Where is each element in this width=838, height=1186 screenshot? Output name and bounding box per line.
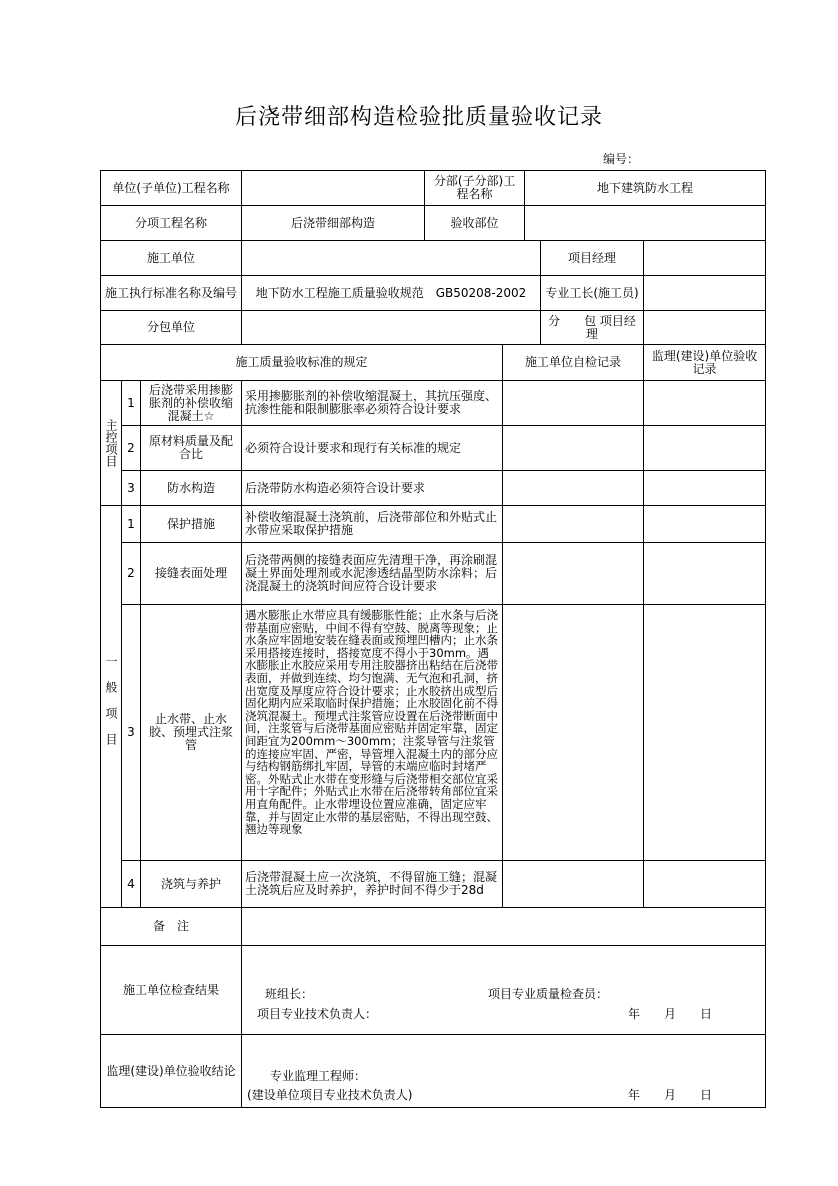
item-spec: 采用掺膨胀剂的补偿收缩混凝土，其抗压强度、抗渗性能和限制膨胀率必须符合设计要求 (242, 381, 503, 426)
remarks-value[interactable] (242, 908, 766, 946)
inspection-table (100, 170, 766, 1108)
contractor-value[interactable] (242, 241, 541, 276)
contractor-label: 施工单位 (101, 241, 242, 276)
item-name: 保护措施 (141, 506, 242, 543)
standard-label: 施工执行标准名称及编号 (101, 276, 242, 311)
supervision-cell[interactable] (644, 506, 766, 543)
self-check-cell[interactable] (503, 605, 644, 861)
self-check-cell[interactable] (503, 543, 644, 605)
division-label: 分部(子分部)工程名称 (425, 171, 525, 206)
self-check-cell[interactable] (503, 471, 644, 506)
supervision-cell[interactable] (644, 381, 766, 426)
unit-value[interactable] (242, 171, 425, 206)
item-spec: 补偿收缩混凝土浇筑前，后浇带部位和外贴式止水带应采取保护措施 (242, 506, 503, 543)
sub-pm-value[interactable] (644, 311, 766, 345)
standard-value[interactable]: 地下防水工程施工质量验收规范 GB50208-2002 (242, 276, 541, 311)
location-label: 验收部位 (425, 206, 525, 241)
supervision-column-header: 监理(建设)单位验收记录 (644, 345, 766, 381)
supervision-cell[interactable] (644, 543, 766, 605)
self-check-cell[interactable] (503, 426, 644, 471)
unit-label: 单位(子单位)工程名称 (101, 171, 242, 206)
table-row (101, 471, 766, 506)
foreman-label: 专业工长(施工员) (541, 276, 644, 311)
spec-column-header: 施工质量验收标准的规定 (101, 345, 503, 381)
supervisor-result-label: 监理(建设)单位验收结论 (101, 1035, 242, 1108)
item-number: 3 (122, 605, 141, 861)
general-group-label: 一般项目 (104, 654, 118, 759)
item-name: 后浇带采用掺膨胀剂的补偿收缩混凝土☆ (141, 381, 242, 426)
sub-pm-label: 分 包 项目经理 (541, 311, 644, 345)
subcontractor-label: 分包单位 (101, 311, 242, 345)
main-group-label: 主控项目 (104, 419, 118, 467)
item-number: 1 (122, 506, 141, 543)
location-value[interactable] (525, 206, 766, 241)
foreman-value[interactable] (644, 276, 766, 311)
table-row (101, 861, 766, 908)
item-name: 止水带、止水胶、预埋式注浆管 (141, 605, 242, 861)
item-name: 原材料质量及配合比 (141, 426, 242, 471)
supervisor-result-area[interactable] (242, 1035, 765, 1107)
remarks-label: 备 注 (101, 908, 242, 946)
item-spec: 遇水膨胀止水带应具有缓膨胀性能；止水条与后浇带基面应密贴，中间不得有空鼓、脱离等现象；止水条应牢固地安装在缝表面或预埋凹槽内；止水条采用搭接连接时，搭接宽度不得小于30mm。遇水膨胀止水胶应采用专用注胶器挤出粘结在后浇带表面，并做到连续、均匀饱满、无气泡和孔洞，挤出宽度及厚度应符合设计要求；止水胶挤出成型后固化期内应采取临时保护措施；止水胶固化前不得浇筑混凝土。预埋式注浆管应设置在后浇带断面中间，注浆管与后浇带基面应密贴并固定牢靠，固定间距宜为200mm～300mm；注浆导管与注浆管的连接应牢固、严密，导管埋入混凝土内的部分应与结构钢筋绑扎牢固，导管的末端应临时封堵严密。外贴式止水带在变形缝与后浇带相交部位宜采用十字配件；外贴式止水带在后浇带转角部位宜采用直角配件。止水带埋设位置应准确，固定应牢靠，并与固定止水带的基层密贴，不得出现空鼓、翘边等现象 (242, 605, 503, 861)
supervision-cell[interactable] (644, 861, 766, 908)
table-row (101, 543, 766, 605)
table-row (101, 426, 766, 471)
subitem-value[interactable]: 后浇带细部构造 (242, 206, 425, 241)
supervisor-date: 年 月 日 (628, 1088, 713, 1102)
division-value[interactable]: 地下建筑防水工程 (525, 171, 766, 206)
item-number: 2 (122, 543, 141, 605)
supervision-cell[interactable] (644, 605, 766, 861)
pm-value[interactable] (644, 241, 766, 276)
self-check-cell[interactable] (503, 861, 644, 908)
item-spec: 后浇带混凝土应一次浇筑，不得留施工缝；混凝土浇筑后应及时养护，养护时间不得少于28d (242, 861, 503, 908)
owner-rep-label: (建设单位项目专业技术负责人) (247, 1088, 413, 1102)
contractor-result-area[interactable] (242, 946, 765, 1034)
item-number: 4 (122, 861, 141, 908)
self-check-cell[interactable] (503, 506, 644, 543)
supervising-engineer-label: 专业监理工程师： (270, 1069, 367, 1083)
contractor-date: 年 月 日 (628, 1007, 713, 1021)
record-number-label: 编号： (603, 152, 640, 166)
subitem-label: 分项工程名称 (101, 206, 242, 241)
self-check-cell[interactable] (503, 381, 644, 426)
item-spec: 后浇带两侧的接缝表面应先清理干净，再涂刷混凝土界面处理剂或水泥渗透结晶型防水涂料；后浇混凝土的浇筑时间应符合设计要求 (242, 543, 503, 605)
tech-lead-label: 项目专业技术负责人： (257, 1007, 378, 1021)
table-row (101, 506, 766, 543)
item-number: 2 (122, 426, 141, 471)
item-name: 浇筑与养护 (141, 861, 242, 908)
contractor-result-label: 施工单位检查结果 (101, 946, 242, 1035)
item-name: 接缝表面处理 (141, 543, 242, 605)
subcontractor-value[interactable] (242, 311, 541, 345)
item-spec: 必须符合设计要求和现行有关标准的规定 (242, 426, 503, 471)
item-number: 3 (122, 471, 141, 506)
item-name: 防水构造 (141, 471, 242, 506)
page-title: 后浇带细部构造检验批质量验收记录 (234, 105, 603, 130)
table-row (101, 605, 766, 861)
supervision-cell[interactable] (644, 471, 766, 506)
supervision-cell[interactable] (644, 426, 766, 471)
quality-inspector-label: 项目专业质量检查员： (488, 987, 609, 1001)
team-leader-label: 班组长： (265, 987, 314, 1001)
self-check-column-header: 施工单位自检记录 (503, 345, 644, 381)
pm-label: 项目经理 (541, 241, 644, 276)
item-number: 1 (122, 381, 141, 426)
table-row (101, 381, 766, 426)
item-spec: 后浇带防水构造必须符合设计要求 (242, 471, 503, 506)
